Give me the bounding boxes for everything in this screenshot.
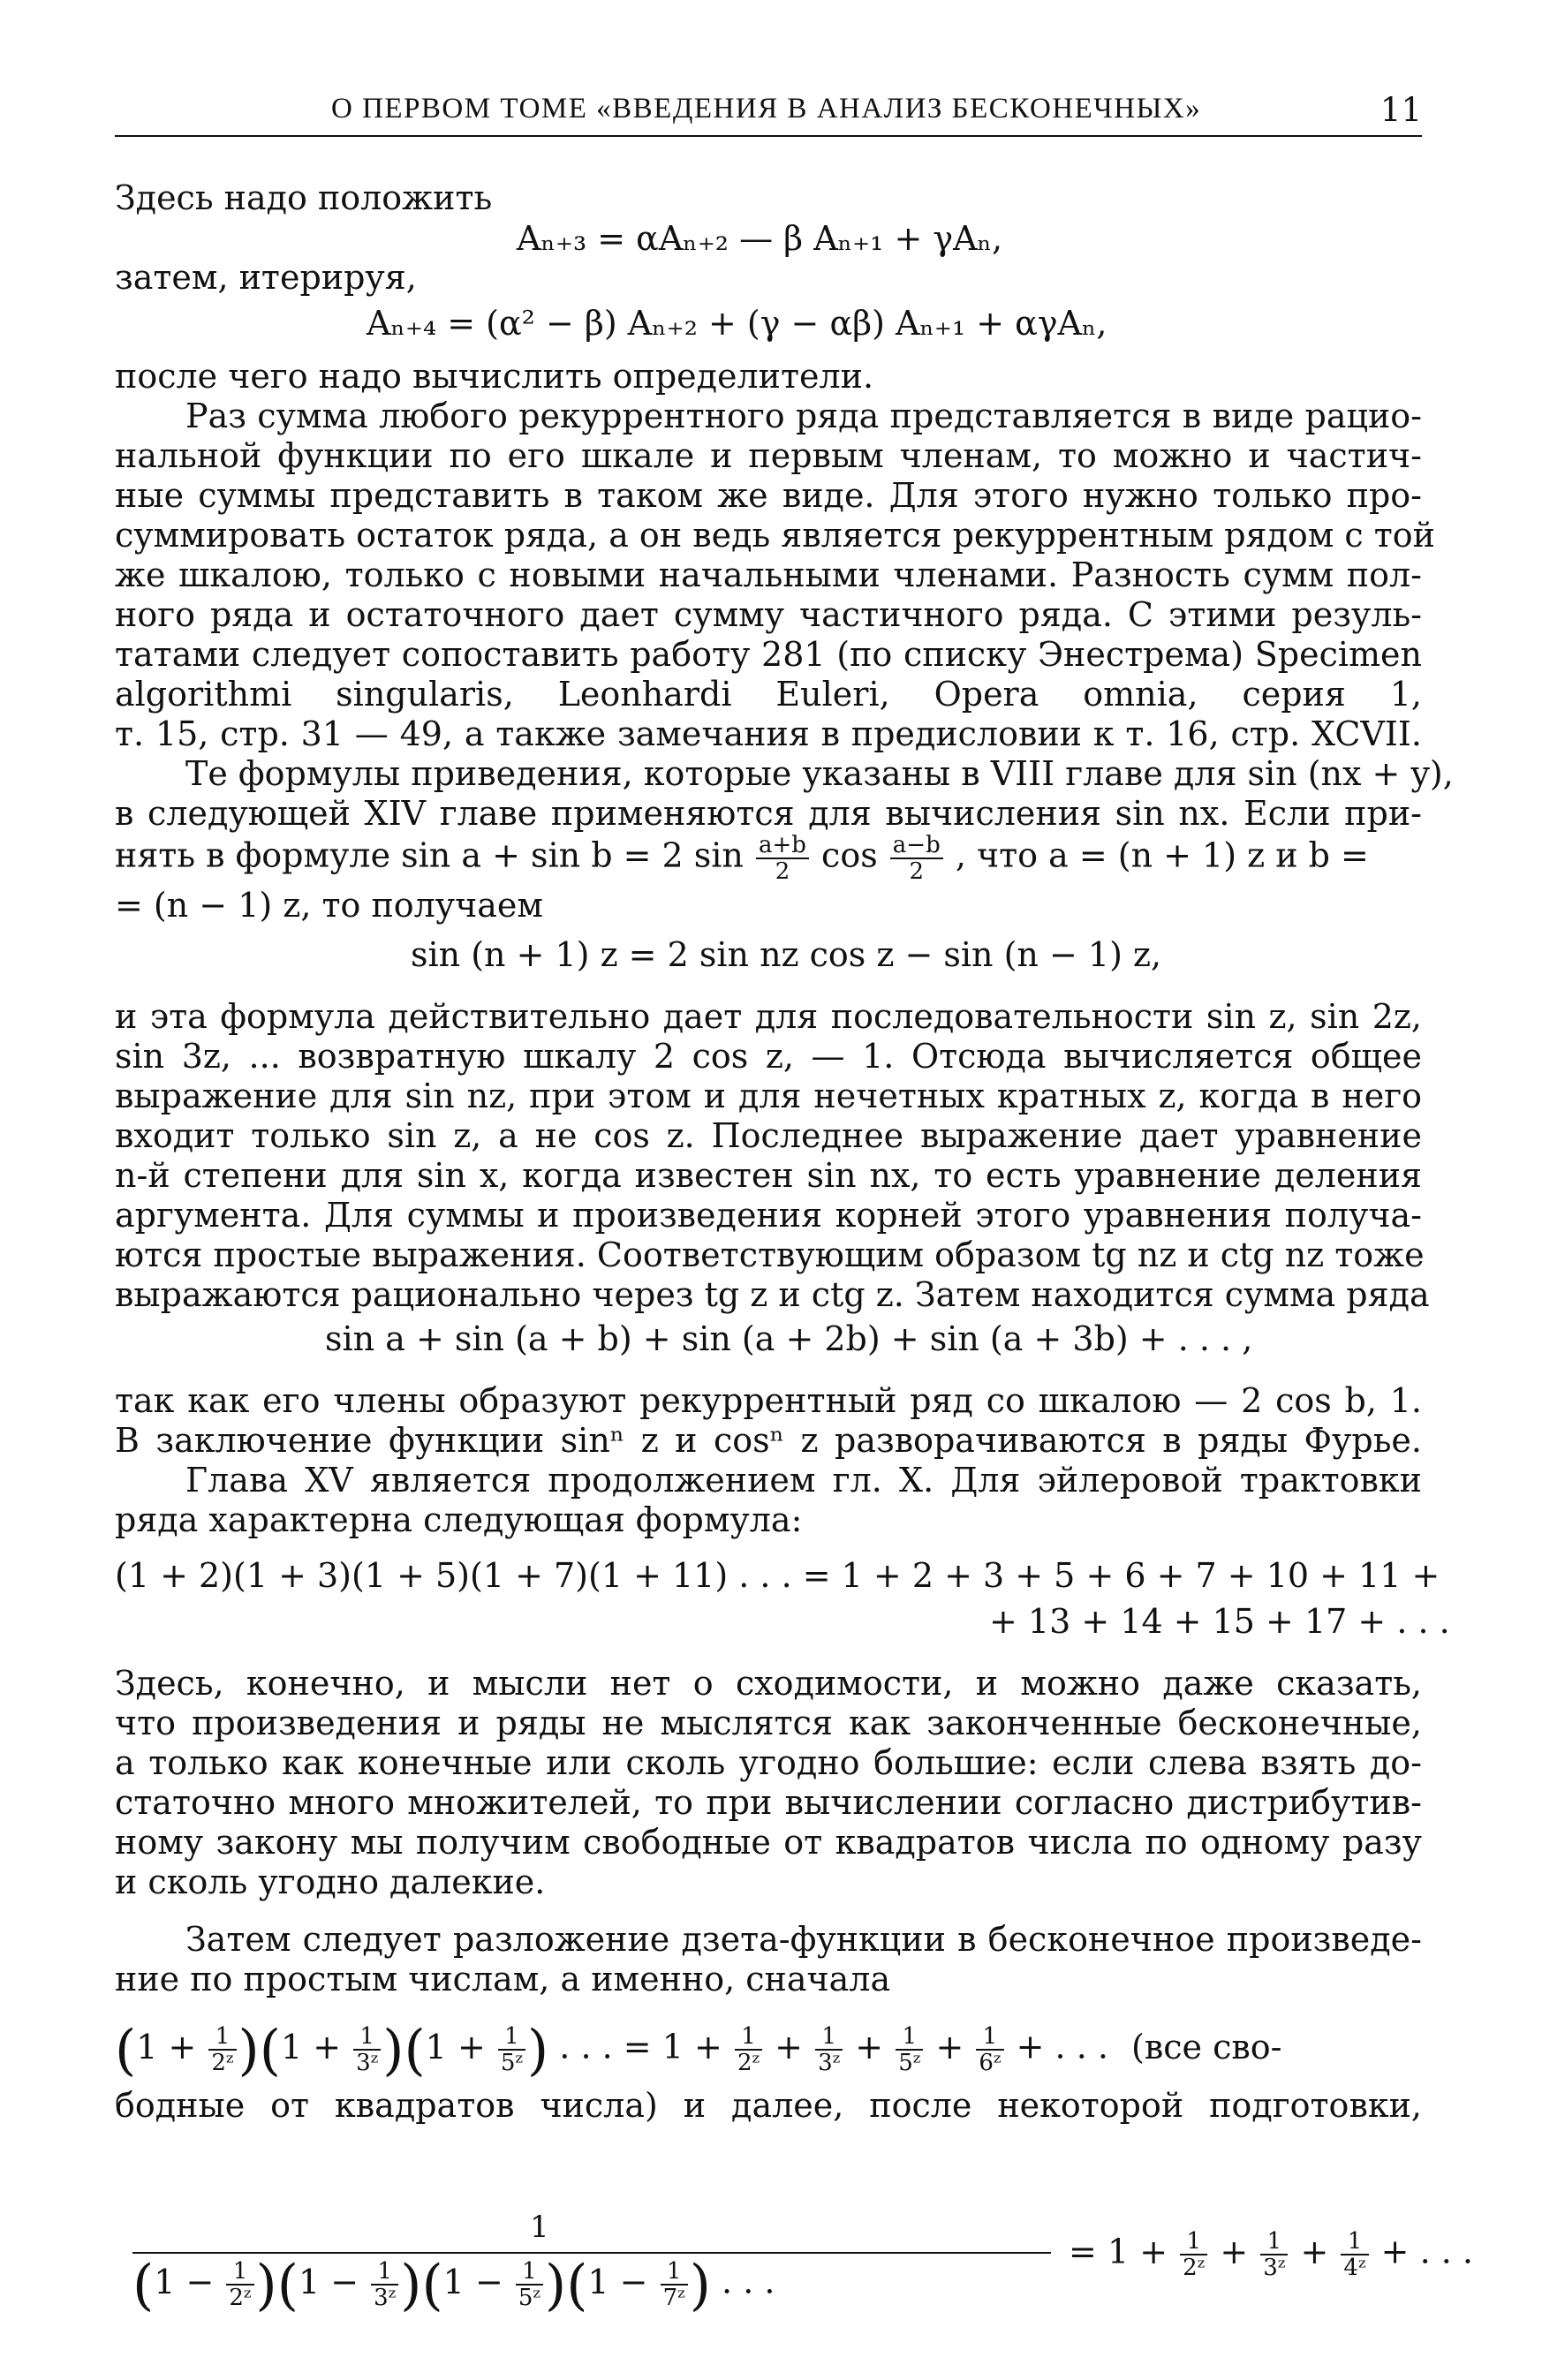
text-segment: нять в формуле sin a + sin b = 2 sin: [115, 835, 744, 875]
fraction-numerator: 1: [353, 2024, 381, 2051]
product-factor: [132, 2252, 277, 2316]
fraction-denominator: 3ᶻ: [818, 2050, 841, 2076]
text-line: Затем следует разложение дзета-функции в бесконечное произведе-: [185, 1920, 1422, 1959]
open-paren: (: [404, 2017, 426, 2082]
text-line: же шкалою, только с новыми начальными членами. Разность сумм пол-: [115, 555, 1422, 594]
text-segment: , что a = (n + 1) z и b =: [955, 835, 1369, 875]
plus-sign: +: [1209, 2232, 1259, 2271]
equation-zeta-product: [115, 2210, 1473, 2351]
fraction-numerator: 1: [815, 2024, 843, 2051]
fraction-numerator: 1: [371, 2259, 398, 2286]
equation-recurrence: Aₙ₊₃ = αAₙ₊₂ — β Aₙ₊₁ + γAₙ,: [517, 219, 1003, 258]
product-factor: [276, 2252, 422, 2316]
fraction: [516, 2259, 543, 2310]
fraction-numerator: 1: [735, 2024, 762, 2051]
fraction-denominator: 2: [909, 858, 925, 885]
plus-sign: +: [925, 2027, 975, 2066]
fraction-numerator: a−b: [890, 833, 943, 859]
term-one: 1: [280, 2027, 303, 2066]
term-one: 1: [442, 2262, 465, 2301]
fraction-numerator: 1: [226, 2259, 253, 2286]
fraction: [498, 2024, 525, 2075]
open-paren: (: [566, 2252, 588, 2316]
text-line: выражаются рационально через tg z и ctg z. Затем находится сумма ряда: [115, 1275, 1430, 1314]
fraction: [226, 2259, 253, 2310]
ellipsis: . . .: [1419, 2232, 1473, 2271]
close-paren: ): [545, 2252, 567, 2316]
equation-product-sum-cont: + 13 + 14 + 15 + 17 + . . .: [989, 1602, 1450, 1641]
text-line: выражение для sin nz, при этом и для нечетных кратных z, когда в него: [115, 1077, 1422, 1115]
page-number: 11: [1379, 91, 1422, 129]
text-line: В заключение функции sinⁿ z и cosⁿ z разворачиваются в ряды Фурье.: [115, 1421, 1422, 1460]
text-line: n-й степени для sin x, когда известен sin nx, то есть уравнение деления: [115, 1156, 1422, 1195]
text-line: статочно много множителей, то при вычислении согласно дистрибутив-: [115, 1783, 1422, 1822]
text-line: и эта формула действительно дает для последовательности sin z, sin 2z,: [115, 997, 1422, 1036]
fraction-denominator: 3ᶻ: [374, 2285, 397, 2311]
text-line: ряда характерна следующая формула:: [115, 1500, 803, 1539]
text-segment: (все сво-: [1131, 2027, 1282, 2066]
ellipsis: . . .: [1054, 2027, 1108, 2066]
open-paren: (: [421, 2252, 443, 2316]
fraction: [1341, 2229, 1368, 2280]
ellipsis: . . .: [559, 2027, 613, 2066]
fraction-denominator: [132, 2252, 775, 2316]
text-line: Глава XV является продолжением гл. X. Для эйлеровой трактовки: [185, 1461, 1422, 1500]
fraction-numerator: 1: [661, 2259, 688, 2286]
term-one: 1: [425, 2027, 447, 2066]
equation-rhs: [1069, 2229, 1473, 2280]
fraction-denominator: 5ᶻ: [500, 2050, 523, 2076]
fraction-denominator: 2: [775, 858, 790, 885]
fraction: [815, 2024, 843, 2075]
text-line: нальной функции по его шкале и первым членам, то можно и частич-: [115, 436, 1422, 475]
fraction-numerator: 1: [516, 2259, 543, 2286]
equation-sine-recurrence: sin (n + 1) z = 2 sin nz cos z − sin (n − 1) z,: [411, 935, 1162, 974]
header-rule: [115, 135, 1422, 137]
fraction-numerator: 1: [208, 2024, 236, 2051]
fraction-numerator: 1: [530, 2210, 549, 2245]
equation-sine-series: sin a + sin (a + b) + sin (a + 2b) + sin (a + 3b) + . . . ,: [325, 1319, 1253, 1358]
text-segment: cos: [821, 835, 878, 875]
text-line: затем, итерируя,: [115, 258, 417, 297]
text-line: и сколь угодно далекие.: [115, 1862, 546, 1901]
fraction-denominator: 3ᶻ: [1263, 2255, 1286, 2281]
minus-sign: −: [464, 2262, 514, 2301]
fraction-denominator: 7ᶻ: [662, 2285, 685, 2311]
product-factor: [259, 2017, 404, 2082]
close-paren: ): [689, 2252, 711, 2316]
equation-iterated: Aₙ₊₄ = (α² − β) Aₙ₊₂ + (γ − αβ) Aₙ₊₁ + αγAₙ,: [367, 304, 1107, 343]
text-line: ному закону мы получим свободные от квадратов числа по одному разу: [115, 1823, 1422, 1862]
open-paren: (: [132, 2252, 155, 2316]
text-line: sin 3z, ... возвратную шкалу 2 cos z, — 1. Отсюда вычисляется общее: [115, 1037, 1422, 1076]
term-one: 1: [1107, 2232, 1130, 2271]
fraction: [976, 2024, 1003, 2075]
open-paren: (: [259, 2017, 281, 2082]
text-line: что произведения и ряды не мыслятся как законченные бесконечные,: [115, 1704, 1422, 1742]
fraction-numerator: 1: [1341, 2229, 1368, 2255]
minus-sign: −: [320, 2262, 370, 2301]
plus-sign: +: [1289, 2232, 1340, 2271]
term-one: 1: [661, 2027, 684, 2066]
open-paren: (: [276, 2252, 299, 2316]
term-one: 1: [298, 2262, 321, 2301]
text-line: бодные от квадратов числа) и далее, после некоторой подготовки,: [115, 2086, 1422, 2125]
equation-product-sum: (1 + 2)(1 + 3)(1 + 5)(1 + 7)(1 + 11) . . . = 1 + 2 + 3 + 5 + 6 + 7 + 10 + 11 +: [115, 1556, 1440, 1595]
close-paren: ): [255, 2252, 277, 2316]
fraction-numerator: 1: [1180, 2229, 1207, 2255]
text-line: так как его члены образуют рекуррентный ряд со шкалою — 2 cos b, 1.: [115, 1381, 1422, 1420]
text-line: татами следует сопоставить работу 281 (по списку Энестрема) Specimen: [115, 635, 1422, 674]
text-line: algorithmi singularis, Leonhardi Euleri, Opera omnia, серия 1,: [115, 675, 1422, 714]
fraction: [1260, 2229, 1288, 2280]
rhs-terms: [1139, 2228, 1370, 2281]
text-line: входит только sin z, а не cos z. Последнее выражение дает уравнение: [115, 1116, 1422, 1155]
text-line: т. 15, стр. 31 — 49, а также замечания в предисловии к т. 16, стр. XCVII.: [115, 714, 1422, 753]
text-line: Раз сумма любого рекуррентного ряда представляется в виде рацио-: [185, 397, 1422, 435]
text-line: ного ряда и остаточного дает сумму частичного ряда. С этими резуль-: [115, 595, 1422, 634]
plus-sign: +: [446, 2027, 496, 2066]
equation-rhs: [694, 2023, 1005, 2076]
page-header: [115, 86, 1422, 140]
close-paren: ): [400, 2252, 422, 2316]
plus-sign: +: [694, 2027, 733, 2066]
fraction: [353, 2024, 381, 2075]
text-line: а только как конечные или сколь угодно большие: если слева взять до-: [115, 1743, 1422, 1782]
term-one: 1: [154, 2262, 176, 2301]
product-factor: [115, 2017, 260, 2082]
fraction-denominator: 2ᶻ: [1183, 2255, 1206, 2281]
text-line: Здесь, конечно, и мысли нет о сходимости, и можно даже сказать,: [115, 1664, 1422, 1703]
ellipsis: . . .: [722, 2262, 775, 2301]
fraction-numerator: 1: [896, 2024, 923, 2051]
fraction: [661, 2259, 688, 2310]
fraction-denominator: 2ᶻ: [211, 2050, 234, 2076]
fraction-denominator: 2ᶻ: [737, 2050, 760, 2076]
text-line: Здесь надо положить: [115, 178, 493, 217]
fraction-denominator: 3ᶻ: [356, 2050, 379, 2076]
fraction: [1180, 2229, 1207, 2280]
product-factors: [132, 2252, 711, 2316]
close-paren: ): [527, 2017, 549, 2082]
text-line: суммировать остаток ряда, а он ведь является рекуррентным рядом с той: [115, 516, 1436, 555]
running-title: О ПЕРВОМ ТОМЕ «ВВЕДЕНИЯ В АНАЛИЗ БЕСКОНЕЧНЫХ»: [331, 93, 1202, 125]
text-line: ние по простым числам, а именно, сначала: [115, 1960, 891, 1998]
text-line: = (n − 1) z, то получаем: [115, 886, 543, 925]
plus-sign: +: [157, 2027, 208, 2066]
fraction-denominator: 2ᶻ: [229, 2285, 252, 2311]
plus-sign: +: [764, 2027, 814, 2066]
text-line: ные суммы представить в таком же виде. Для этого нужно только про-: [115, 476, 1422, 515]
fraction-half-difference: [890, 833, 943, 884]
product-factor: [404, 2017, 549, 2082]
text-line: после чего надо вычислить определители.: [115, 357, 874, 396]
product-factor: [421, 2252, 567, 2316]
product-factor: [566, 2252, 711, 2316]
fraction-denominator: 5ᶻ: [898, 2050, 921, 2076]
fraction-half-sum: [756, 833, 809, 884]
plus-sign: +: [302, 2027, 352, 2066]
fraction-numerator: 1: [976, 2024, 1003, 2051]
fraction-numerator: a+b: [756, 833, 809, 859]
plus-sign: +: [1016, 2027, 1045, 2066]
fraction-numerator: 1: [1260, 2229, 1288, 2255]
open-paren: (: [115, 2017, 137, 2082]
text-line: Те формулы приведения, которые указаны в VIII главе для sin (nx + y),: [185, 754, 1454, 793]
text-line: ются простые выражения. Соответствующим образом tg nz и ctg nz тоже: [115, 1235, 1425, 1274]
fraction: [735, 2024, 762, 2075]
plus-sign: +: [1380, 2232, 1410, 2271]
fraction: [208, 2024, 236, 2075]
close-paren: ): [382, 2017, 404, 2082]
minus-sign: −: [608, 2262, 659, 2301]
fraction-denominator: 6ᶻ: [979, 2050, 1002, 2076]
text-line-with-fractions: [115, 833, 1422, 886]
text-line: в следующей XIV главе применяются для вычисления sin nx. Если при-: [115, 794, 1422, 833]
term-one: 1: [136, 2027, 158, 2066]
fraction: [896, 2024, 923, 2075]
fraction-denominator: 4ᶻ: [1343, 2255, 1366, 2281]
close-paren: ): [238, 2017, 260, 2082]
equation-lhs: [115, 2017, 549, 2082]
equals-sign: =: [623, 2027, 652, 2066]
plus-sign: +: [1139, 2232, 1179, 2271]
text-line: аргумента. Для суммы и произведения корней этого уравнения получа-: [115, 1196, 1422, 1235]
minus-sign: −: [175, 2262, 225, 2301]
fraction-numerator: 1: [498, 2024, 525, 2051]
equals-sign: =: [1069, 2232, 1097, 2271]
fraction-denominator: 5ᶻ: [518, 2285, 540, 2311]
term-one: 1: [587, 2262, 609, 2301]
plus-sign: +: [844, 2027, 895, 2066]
fraction: [371, 2259, 398, 2310]
